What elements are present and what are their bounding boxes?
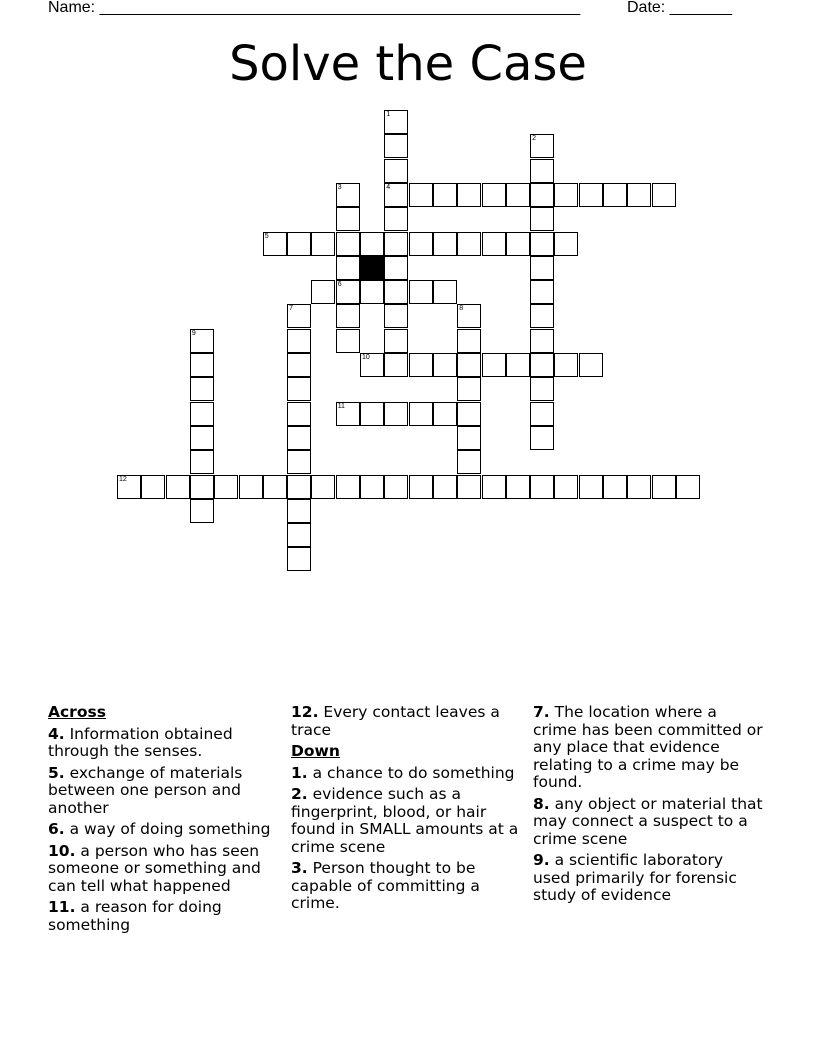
grid-cell[interactable] xyxy=(190,377,214,401)
clue-text: any object or material that may connect a suspect to a crime scene xyxy=(533,794,763,848)
clue-text: Information obtained through the senses. xyxy=(48,724,233,760)
grid-cell[interactable] xyxy=(482,232,506,256)
grid-cell[interactable] xyxy=(360,475,384,499)
grid-cell[interactable] xyxy=(530,329,554,353)
grid-cell[interactable] xyxy=(287,499,311,523)
grid-cell[interactable] xyxy=(384,280,408,304)
clue-item xyxy=(48,765,276,818)
grid-cell[interactable] xyxy=(579,353,603,377)
grid-cell[interactable] xyxy=(336,475,360,499)
grid-cell[interactable] xyxy=(384,110,408,134)
grid-cell[interactable] xyxy=(530,377,554,401)
grid-cell[interactable] xyxy=(287,523,311,547)
grid-cell[interactable] xyxy=(360,232,384,256)
grid-cell[interactable] xyxy=(360,280,384,304)
grid-cell[interactable] xyxy=(311,280,335,304)
grid-cell[interactable] xyxy=(433,353,457,377)
clue-text: a person who has seen someone or something and can tell what happened xyxy=(48,841,261,895)
grid-cell[interactable] xyxy=(336,329,360,353)
grid-cell[interactable] xyxy=(457,450,481,474)
clue-text: a scientific laboratory used primarily for forensic study of evidence xyxy=(533,851,737,904)
grid-cell[interactable] xyxy=(457,183,481,207)
grid-cell[interactable] xyxy=(287,232,311,256)
cell-number: 5 xyxy=(264,232,269,240)
cell-number: 1 xyxy=(386,111,391,118)
grid-cell[interactable] xyxy=(652,475,676,499)
grid-cell[interactable] xyxy=(530,183,554,207)
grid-cell[interactable] xyxy=(409,232,433,256)
grid-cell[interactable] xyxy=(311,475,335,499)
cell-number: 6 xyxy=(337,281,342,289)
grid-cell[interactable] xyxy=(336,207,360,231)
grid-cell[interactable] xyxy=(287,304,311,328)
grid-cell[interactable] xyxy=(336,402,360,426)
grid-cell[interactable] xyxy=(603,183,627,207)
clues-column-2 xyxy=(291,700,523,913)
grid-cell[interactable] xyxy=(457,377,481,401)
grid-cell[interactable] xyxy=(506,232,530,256)
grid-cell[interactable] xyxy=(457,304,481,328)
grid-cell[interactable] xyxy=(409,402,433,426)
grid-cell[interactable] xyxy=(457,353,481,377)
grid-cell[interactable] xyxy=(579,183,603,207)
grid-cell[interactable] xyxy=(530,207,554,231)
grid-cell[interactable] xyxy=(190,475,214,499)
grid-cell[interactable] xyxy=(506,353,530,377)
grid-cell[interactable] xyxy=(214,475,238,499)
clue-number: 5. xyxy=(48,763,65,782)
across-clue-list xyxy=(48,726,276,935)
grid-cell[interactable] xyxy=(360,402,384,426)
clues-column-3 xyxy=(533,700,765,905)
grid-cell[interactable] xyxy=(263,232,287,256)
grid-cell[interactable] xyxy=(166,475,190,499)
grid-cell[interactable] xyxy=(530,475,554,499)
grid-cell[interactable] xyxy=(190,329,214,353)
grid-cell[interactable] xyxy=(554,232,578,256)
grid-cell[interactable] xyxy=(530,134,554,158)
clue-text: a reason for doing something xyxy=(48,898,222,934)
grid-cell[interactable] xyxy=(530,159,554,183)
grid-cell[interactable] xyxy=(384,304,408,328)
grid-cell[interactable] xyxy=(554,475,578,499)
clue-item xyxy=(48,899,276,934)
grid-cell[interactable] xyxy=(409,280,433,304)
grid-cell[interactable] xyxy=(287,353,311,377)
clue-item xyxy=(291,786,523,856)
down-heading: Down xyxy=(291,742,340,760)
clues-column-1 xyxy=(48,700,276,934)
grid-cell[interactable] xyxy=(530,402,554,426)
grid-cell[interactable] xyxy=(384,475,408,499)
cell-number: 9 xyxy=(191,329,196,337)
grid-cell[interactable] xyxy=(482,353,506,377)
grid-cell[interactable] xyxy=(287,402,311,426)
cell-number: 2 xyxy=(532,135,536,143)
grid-cell[interactable] xyxy=(336,232,360,256)
grid-cell[interactable] xyxy=(384,183,408,207)
clue-item xyxy=(533,704,765,792)
clue-text: evidence such as a fingerprint, blood, or hair found in SMALL amounts at a crime scene xyxy=(291,785,519,856)
grid-cell[interactable] xyxy=(287,450,311,474)
grid-cell[interactable] xyxy=(409,183,433,207)
grid-cell[interactable] xyxy=(676,475,700,499)
cell-number: 8 xyxy=(459,305,464,313)
grid-cell[interactable] xyxy=(117,475,141,499)
grid-cell[interactable] xyxy=(530,232,554,256)
clue-text: exchange of materials between one person and another xyxy=(48,763,243,817)
grid-cell[interactable] xyxy=(579,475,603,499)
grid-cell[interactable] xyxy=(409,353,433,377)
clue-item xyxy=(533,796,765,849)
clue-number: 1. xyxy=(291,763,308,782)
grid-cell[interactable] xyxy=(554,183,578,207)
clue-item xyxy=(533,852,765,905)
grid-cell[interactable] xyxy=(433,475,457,499)
grid-cell[interactable] xyxy=(530,280,554,304)
grid-cell[interactable] xyxy=(287,475,311,499)
clue-number: 11. xyxy=(48,898,76,916)
grid-cell[interactable] xyxy=(457,329,481,353)
clue-item xyxy=(291,765,523,783)
grid-cell[interactable] xyxy=(603,475,627,499)
cell-number: 12 xyxy=(119,475,127,483)
grid-cell[interactable] xyxy=(190,402,214,426)
clue-number: 3. xyxy=(291,859,308,877)
grid-cell[interactable] xyxy=(263,475,287,499)
grid-cell[interactable] xyxy=(239,475,263,499)
across-clue-list-continued xyxy=(291,704,523,739)
down-clue-list-continued xyxy=(533,704,765,905)
clue-number: 7. xyxy=(533,703,550,721)
clue-number: 12. xyxy=(291,703,319,721)
grid-cell[interactable] xyxy=(384,159,408,183)
date-field-label[interactable]: Date: _______ xyxy=(627,0,732,16)
clue-item xyxy=(291,860,523,913)
across-heading: Across xyxy=(48,703,106,721)
clue-number: 10. xyxy=(48,841,76,860)
cell-number: 7 xyxy=(289,305,293,313)
grid-cell[interactable] xyxy=(554,353,578,377)
grid-cell[interactable] xyxy=(190,450,214,474)
grid-cell[interactable] xyxy=(506,183,530,207)
grid-cell[interactable] xyxy=(287,426,311,450)
clue-item xyxy=(48,726,276,761)
grid-cell[interactable] xyxy=(482,475,506,499)
grid-cell[interactable] xyxy=(409,475,433,499)
clue-number: 9. xyxy=(533,851,550,869)
grid-cell[interactable] xyxy=(190,426,214,450)
grid-cell[interactable] xyxy=(384,402,408,426)
grid-cell[interactable] xyxy=(652,183,676,207)
clue-number: 4. xyxy=(48,724,65,743)
clue-text: a way of doing something xyxy=(64,820,271,838)
grid-cell[interactable] xyxy=(530,304,554,328)
grid-cell[interactable] xyxy=(433,402,457,426)
clue-text: Person thought to be capable of committing a crime. xyxy=(291,859,480,912)
page-title: Solve the Case xyxy=(229,36,587,92)
down-clue-list xyxy=(291,765,523,913)
cell-number: 4 xyxy=(386,183,391,191)
grid-cell[interactable] xyxy=(360,353,384,377)
grid-cell[interactable] xyxy=(336,183,360,207)
grid-cell[interactable] xyxy=(433,232,457,256)
grid-cell[interactable] xyxy=(627,183,651,207)
clue-number: 2. xyxy=(291,785,308,803)
grid-cell[interactable] xyxy=(141,475,165,499)
clue-number: 6. xyxy=(48,820,65,838)
clue-item xyxy=(48,843,276,896)
grid-cell[interactable] xyxy=(287,329,311,353)
grid-cell[interactable] xyxy=(457,426,481,450)
grid-cell[interactable] xyxy=(336,280,360,304)
grid-cell[interactable] xyxy=(287,547,311,571)
grid-cell[interactable] xyxy=(482,183,506,207)
grid-cell[interactable] xyxy=(433,183,457,207)
clue-item xyxy=(48,821,276,839)
grid-cell[interactable] xyxy=(457,475,481,499)
grid-cell[interactable] xyxy=(384,353,408,377)
black-grid-cell xyxy=(360,256,384,280)
grid-cell[interactable] xyxy=(384,256,408,280)
clue-number: 8. xyxy=(533,794,550,813)
grid-cell[interactable] xyxy=(530,353,554,377)
clue-item xyxy=(291,704,523,739)
name-field-label[interactable]: Name: ______________________________________________________ xyxy=(48,0,581,16)
cell-number: 11 xyxy=(337,402,345,410)
grid-cell[interactable] xyxy=(457,402,481,426)
grid-cell[interactable] xyxy=(530,256,554,280)
grid-cell[interactable] xyxy=(530,426,554,450)
grid-cell[interactable] xyxy=(311,232,335,256)
grid-cell[interactable] xyxy=(287,377,311,401)
grid-cell[interactable] xyxy=(384,232,408,256)
clue-text: Every contact leaves a trace xyxy=(291,703,500,739)
grid-cell[interactable] xyxy=(190,499,214,523)
grid-cell[interactable] xyxy=(190,353,214,377)
grid-cell[interactable] xyxy=(336,256,360,280)
grid-cell[interactable] xyxy=(433,280,457,304)
grid-cell[interactable] xyxy=(384,329,408,353)
cell-number: 10 xyxy=(362,354,370,361)
clue-text: The location where a crime has been committed or any place that evidence relating to a crime may be found. xyxy=(533,703,763,791)
grid-cell[interactable] xyxy=(336,304,360,328)
grid-cell[interactable] xyxy=(384,134,408,158)
cell-number: 3 xyxy=(337,183,342,191)
grid-cell[interactable] xyxy=(627,475,651,499)
grid-cell[interactable] xyxy=(457,232,481,256)
grid-cell[interactable] xyxy=(506,475,530,499)
grid-cell[interactable] xyxy=(384,207,408,231)
clue-text: a chance to do something xyxy=(307,763,515,782)
